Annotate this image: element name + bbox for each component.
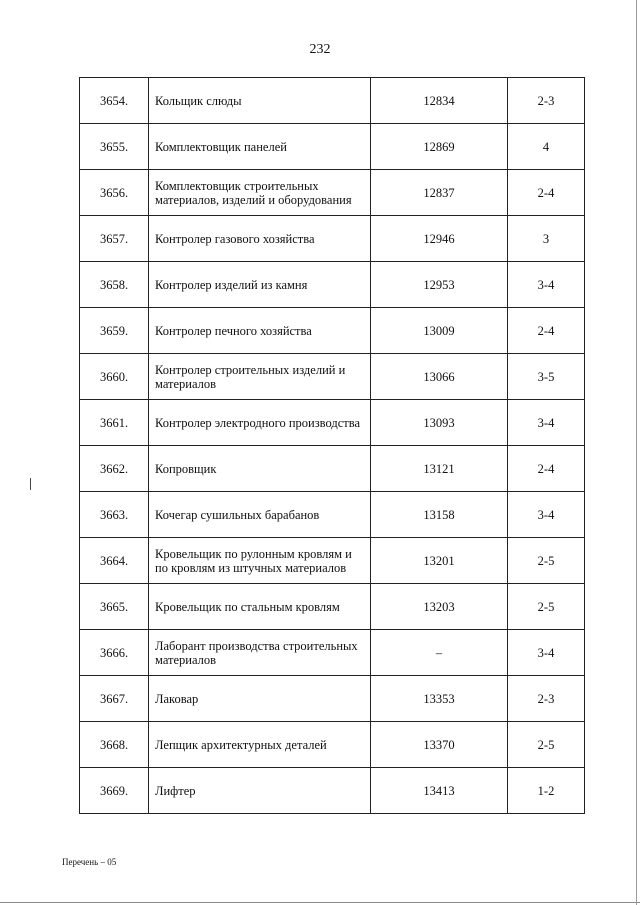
- row-number: 3663.: [80, 492, 149, 538]
- profession-name: Лаковар: [149, 676, 371, 722]
- table-row: [80, 354, 585, 400]
- grade-range: 3-4: [508, 262, 585, 308]
- profession-name: Кочегар сушильных барабанов: [149, 492, 371, 538]
- row-number: 3656.: [80, 170, 149, 216]
- table-row: [80, 676, 585, 722]
- row-number: 3654.: [80, 78, 149, 124]
- profession-code: 12946: [371, 216, 508, 262]
- table-row: [80, 308, 585, 354]
- row-number: 3664.: [80, 538, 149, 584]
- profession-code: 12837: [371, 170, 508, 216]
- profession-code: 12953: [371, 262, 508, 308]
- grade-range: 2-3: [508, 676, 585, 722]
- profession-name: Лифтер: [149, 768, 371, 814]
- profession-name: Контролер изделий из камня: [149, 262, 371, 308]
- grade-range: 3-4: [508, 400, 585, 446]
- scan-edge-bottom: [0, 902, 640, 903]
- table-row: [80, 78, 585, 124]
- grade-range: 2-3: [508, 78, 585, 124]
- profession-table: [79, 77, 585, 814]
- row-number: 3658.: [80, 262, 149, 308]
- grade-range: 2-4: [508, 308, 585, 354]
- grade-range: 4: [508, 124, 585, 170]
- profession-name: Лепщик архитектурных деталей: [149, 722, 371, 768]
- row-number: 3665.: [80, 584, 149, 630]
- table-row: [80, 630, 585, 676]
- profession-name: Контролер электродного производства: [149, 400, 371, 446]
- profession-code: –: [371, 630, 508, 676]
- profession-code: 13066: [371, 354, 508, 400]
- grade-range: 3-4: [508, 630, 585, 676]
- profession-name: Комплектовщик строительных материалов, изделий и оборудования: [149, 170, 371, 216]
- profession-code: 13121: [371, 446, 508, 492]
- profession-code: 13203: [371, 584, 508, 630]
- page-number: 232: [309, 42, 331, 57]
- table-row: [80, 446, 585, 492]
- table-row: [80, 492, 585, 538]
- profession-name: Кровельщик по стальным кровлям: [149, 584, 371, 630]
- table-row: [80, 400, 585, 446]
- row-number: 3668.: [80, 722, 149, 768]
- scan-edge-right: [636, 0, 637, 905]
- grade-range: 2-5: [508, 584, 585, 630]
- grade-range: 2-4: [508, 446, 585, 492]
- table-row: [80, 584, 585, 630]
- profession-code: 13353: [371, 676, 508, 722]
- table-body: [80, 78, 585, 814]
- profession-code: 12869: [371, 124, 508, 170]
- profession-name: Лаборант производства строительных материалов: [149, 630, 371, 676]
- profession-name: Кольщик слюды: [149, 78, 371, 124]
- scan-mark: [30, 478, 31, 490]
- row-number: 3657.: [80, 216, 149, 262]
- row-number: 3660.: [80, 354, 149, 400]
- profession-name: Копровщик: [149, 446, 371, 492]
- profession-code: 13370: [371, 722, 508, 768]
- table-row: [80, 216, 585, 262]
- profession-code: 13009: [371, 308, 508, 354]
- profession-code: 13201: [371, 538, 508, 584]
- grade-range: 1-2: [508, 768, 585, 814]
- grade-range: 3-4: [508, 492, 585, 538]
- row-number: 3662.: [80, 446, 149, 492]
- profession-code: 13413: [371, 768, 508, 814]
- profession-code: 13158: [371, 492, 508, 538]
- row-number: 3669.: [80, 768, 149, 814]
- profession-name: Контролер газового хозяйства: [149, 216, 371, 262]
- table-row: [80, 722, 585, 768]
- profession-name: Кровельщик по рулонным кровлям и по кровлям из штучных материалов: [149, 538, 371, 584]
- table-row: [80, 124, 585, 170]
- row-number: 3666.: [80, 630, 149, 676]
- grade-range: 2-5: [508, 722, 585, 768]
- grade-range: 3: [508, 216, 585, 262]
- table-row: [80, 538, 585, 584]
- profession-name: Контролер строительных изделий и материалов: [149, 354, 371, 400]
- table-row: [80, 768, 585, 814]
- profession-code: 12834: [371, 78, 508, 124]
- table-row: [80, 262, 585, 308]
- row-number: 3659.: [80, 308, 149, 354]
- footer-label: Перечень – 05: [62, 857, 117, 867]
- row-number: 3667.: [80, 676, 149, 722]
- row-number: 3661.: [80, 400, 149, 446]
- table-row: [80, 170, 585, 216]
- profession-code: 13093: [371, 400, 508, 446]
- grade-range: 3-5: [508, 354, 585, 400]
- grade-range: 2-5: [508, 538, 585, 584]
- row-number: 3655.: [80, 124, 149, 170]
- grade-range: 2-4: [508, 170, 585, 216]
- profession-name: Контролер печного хозяйства: [149, 308, 371, 354]
- profession-name: Комплектовщик панелей: [149, 124, 371, 170]
